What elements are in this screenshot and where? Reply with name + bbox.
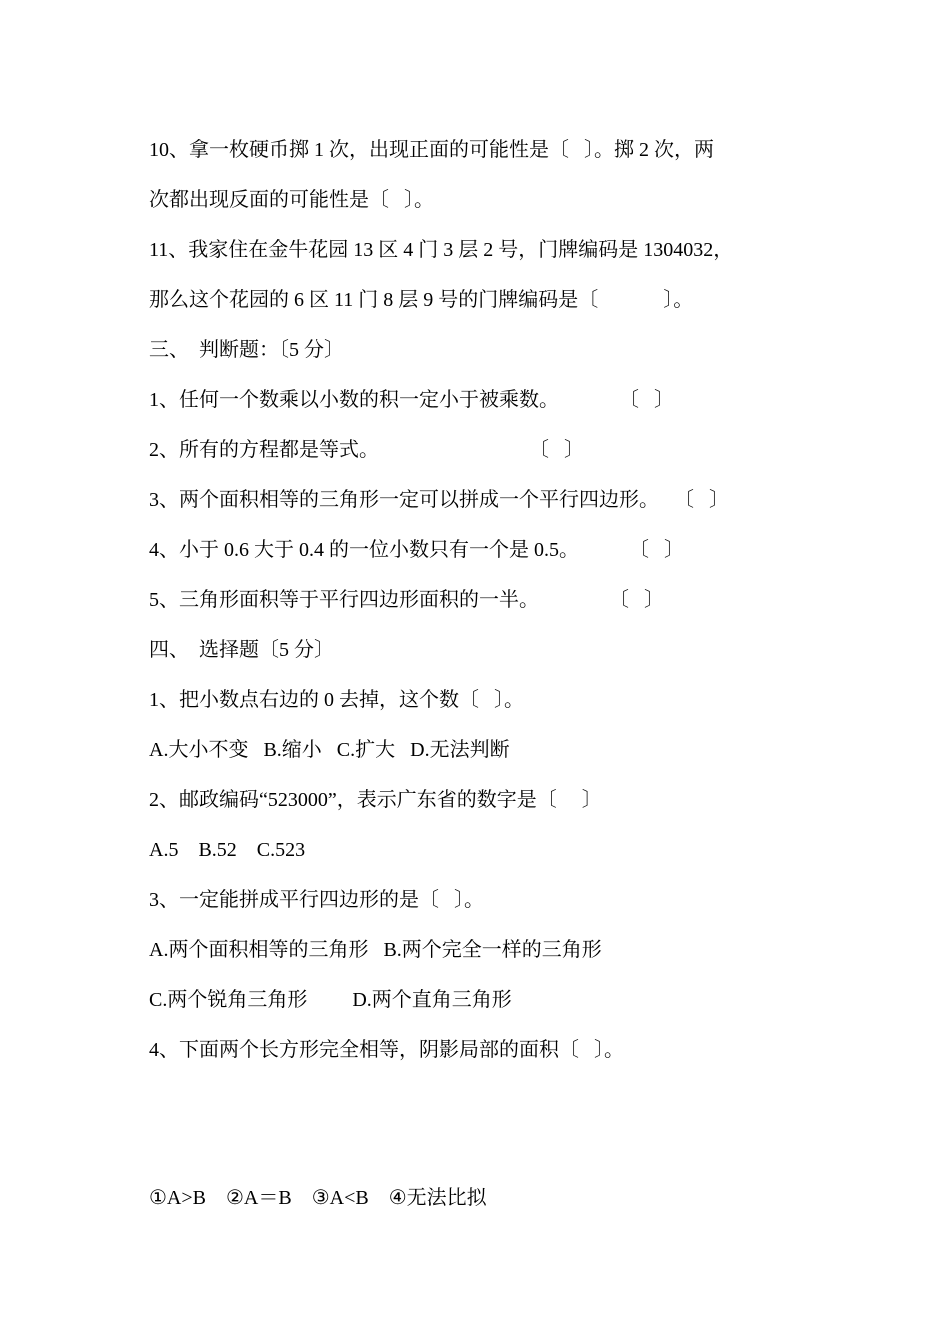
choice-options-2: A.5 B.52 C.523 — [149, 839, 306, 861]
section-4-heading: 四、 选择题〔5 分〕 — [149, 639, 334, 661]
question-10-line-2: 次都出现反面的可能性是〔 〕。 — [149, 189, 434, 211]
question-11-line-2: 那么这个花园的 6 区 11 门 8 层 9 号的门牌编码是〔 〕。 — [149, 289, 694, 311]
choice-options-3a: A.两个面积相等的三角形 B.两个完全一样的三角形 — [149, 939, 602, 961]
judge-item-4: 4、小于 0.6 大于 0.4 的一位小数只有一个是 0.5。 〔 〕 — [149, 539, 684, 561]
choice-question-2: 2、邮政编码“523000”，表示广东省的数字是〔 〕 — [149, 789, 602, 811]
judge-item-3: 3、两个面积相等的三角形一定可以拼成一个平行四边形。 〔 〕 — [149, 489, 729, 511]
section-3-heading: 三、 判断题：〔5 分〕 — [149, 339, 344, 361]
choice-options-1: A.大小不变 B.缩小 C.扩大 D.无法判断 — [149, 739, 510, 761]
question-11-line-1: 11、我家住在金牛花园 13 区 4 门 3 层 2 号，门牌编码是 1304032， — [149, 239, 734, 261]
judge-item-2: 2、所有的方程都是等式。 〔 〕 — [149, 439, 584, 461]
choice-question-4: 4、下面两个长方形完全相等，阴影局部的面积〔 〕。 — [149, 1039, 624, 1061]
choice-question-3: 3、一定能拼成平行四边形的是〔 〕。 — [149, 889, 484, 911]
choice-options-4: ①A>B ②A＝B ③A<B ④无法比拟 — [149, 1187, 487, 1209]
judge-item-5: 5、三角形面积等于平行四边形面积的一半。 〔 〕 — [149, 589, 664, 611]
choice-question-1: 1、把小数点右边的 0 去掉，这个数〔 〕。 — [149, 689, 524, 711]
question-10-line-1: 10、拿一枚硬币掷 1 次，出现正面的可能性是〔 〕。掷 2 次，两 — [149, 139, 714, 161]
judge-item-1: 1、任何一个数乘以小数的积一定小于被乘数。 〔 〕 — [149, 389, 674, 411]
choice-options-3b: C.两个锐角三角形 D.两个直角三角形 — [149, 989, 512, 1011]
